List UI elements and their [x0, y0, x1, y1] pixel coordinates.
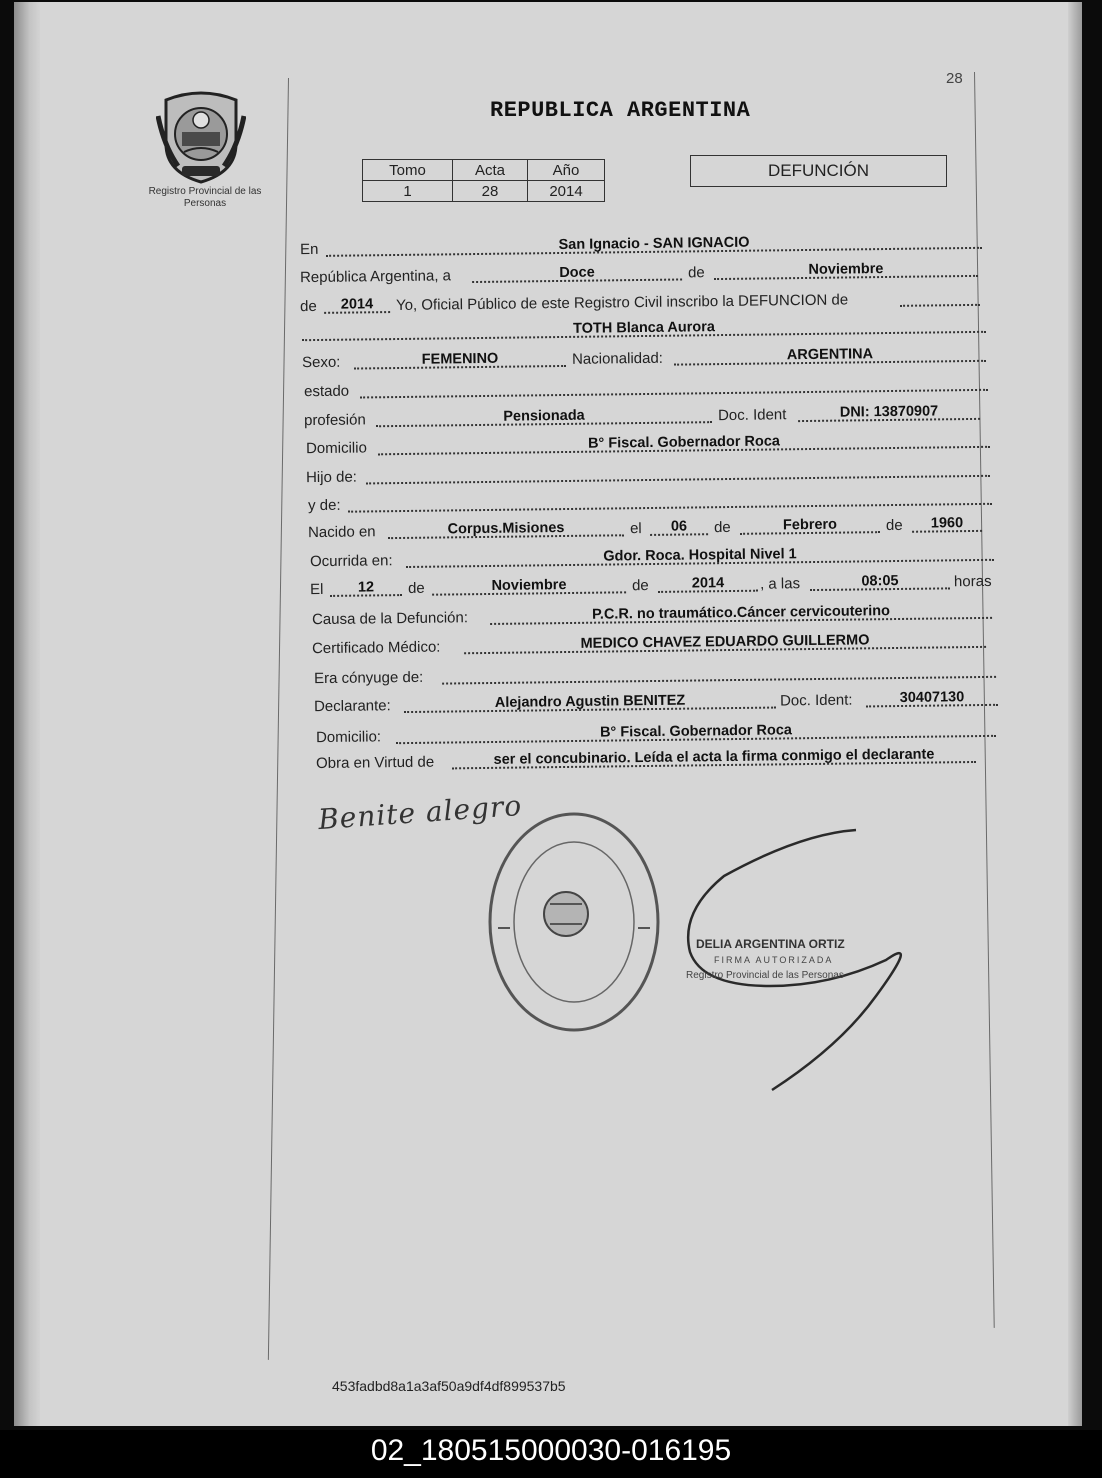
- misiones-coat-of-arms-icon: [156, 86, 246, 184]
- value-declarante: Alejandro Agustin BENITEZ: [494, 692, 686, 711]
- value-nacido-en: Corpus.Misiones: [447, 519, 565, 538]
- declarant-signature: Benite alegro: [317, 788, 524, 837]
- label-nacido-en: Nacido en: [307, 523, 376, 542]
- official-name: DELIA ARGENTINA ORTIZ: [696, 937, 845, 951]
- registry-caption: Registro Provincial de las Personas: [148, 186, 262, 209]
- value-death-time: 08:05: [861, 572, 899, 590]
- value-domicilio: B° Fiscal. Gobernador Roca: [587, 433, 781, 452]
- binding-shadow: [14, 2, 40, 1426]
- official-office: Registro Provincial de las Personas: [686, 970, 844, 981]
- dotted-line: [900, 304, 980, 307]
- value-declarante-doc: 30407130: [899, 689, 965, 707]
- value-year: 2014: [340, 296, 374, 313]
- value-birth-day: 06: [670, 518, 688, 535]
- registry-table: [362, 159, 605, 202]
- label-obra-en-virtud: Obra en Virtud de: [315, 753, 435, 773]
- value-deceased-name: TOTH Blanca Aurora: [573, 319, 715, 337]
- footer-id-bar: 02_180515000030-016195: [0, 1430, 1102, 1478]
- label-el: el: [629, 520, 642, 538]
- label-declarante: Declarante:: [313, 697, 391, 716]
- value-death-day: 12: [357, 579, 375, 596]
- label-y-de: y de:: [307, 496, 341, 515]
- registry-stamp-icon: [484, 808, 664, 1036]
- label-de: de: [631, 577, 649, 595]
- value-nacionalidad: ARGENTINA: [786, 346, 874, 364]
- table-cell-acta: 28: [453, 181, 528, 202]
- label-de: de: [407, 579, 425, 597]
- value-causa: P.C.R. no traumático.Cáncer cervicouterino: [591, 603, 891, 623]
- label-nacionalidad: Nacionalidad:: [571, 349, 664, 368]
- table-cell-ano: 2014: [528, 181, 605, 202]
- value-birth-month: Febrero: [782, 516, 838, 534]
- value-birth-year: 1960: [930, 515, 964, 532]
- value-obra-en-virtud: ser el concubinario. Leída el acta la firma conmigo el declarante: [493, 746, 935, 768]
- official-signature-stamp-icon: [680, 826, 906, 1096]
- value-profesion: Pensionada: [503, 407, 585, 425]
- label-domicilio: Domicilio:: [315, 728, 382, 747]
- value-doc-ident: DNI: 13870907: [839, 403, 939, 421]
- label-certificado: Certificado Médico:: [311, 638, 441, 658]
- label-hijo-de: Hijo de:: [305, 468, 358, 487]
- label-sexo: Sexo:: [301, 353, 341, 372]
- value-day: Doce: [559, 264, 595, 281]
- label-a-las: , a las: [759, 575, 801, 593]
- value-certificado: MEDICO CHAVEZ EDUARDO GUILLERMO: [580, 632, 870, 652]
- label-profesion: profesión: [303, 411, 366, 430]
- label-causa: Causa de la Defunción:: [311, 609, 469, 629]
- value-domicilio-declarante: B° Fiscal. Gobernador Roca: [599, 722, 793, 741]
- page-title: REPUBLICA ARGENTINA: [490, 98, 751, 123]
- table-header-acta: Acta: [453, 160, 528, 181]
- document-hash: 453fadbd8a1a3af50a9df4df899537b5: [332, 1378, 566, 1394]
- label-doc-ident: Doc. Ident: [717, 406, 787, 425]
- label-de: de: [299, 297, 317, 316]
- label-republica: República Argentina, a: [299, 267, 452, 287]
- label-horas: horas: [953, 572, 992, 591]
- table-header-tomo: Tomo: [363, 160, 453, 181]
- label-de: de: [713, 518, 731, 537]
- label-declarante-doc: Doc. Ident:: [779, 691, 853, 710]
- value-month: Noviembre: [808, 261, 884, 278]
- value-sexo: FEMENINO: [421, 350, 499, 368]
- left-margin-line: [268, 78, 289, 1360]
- inscribe-text: Yo, Oficial Público de este Registro Civil inscribo la DEFUNCION de: [395, 291, 849, 314]
- label-domicilio: Domicilio: [305, 439, 367, 458]
- table-header-ano: Año: [528, 160, 605, 181]
- label-de: de: [885, 516, 903, 535]
- value-death-month: Noviembre: [491, 577, 567, 594]
- value-death-year: 2014: [691, 575, 725, 592]
- value-ocurrida-en: Gdor. Roca. Hospital Nivel 1: [603, 546, 797, 565]
- act-type-box: DEFUNCIÓN: [690, 155, 947, 187]
- value-place: San Ignacio - SAN IGNACIO: [558, 234, 750, 254]
- table-cell-tomo: 1: [363, 181, 453, 202]
- label-estado: estado: [303, 382, 350, 401]
- label-en: En: [299, 240, 319, 259]
- page-edge: [1068, 2, 1082, 1426]
- label-el: El: [309, 581, 324, 599]
- page-number: 28: [946, 70, 963, 87]
- label-ocurrida-en: Ocurrida en:: [309, 552, 393, 571]
- official-role: FIRMA AUTORIZADA: [714, 955, 834, 965]
- label-de: de: [687, 264, 705, 282]
- label-conyuge: Era cónyuge de:: [313, 668, 424, 688]
